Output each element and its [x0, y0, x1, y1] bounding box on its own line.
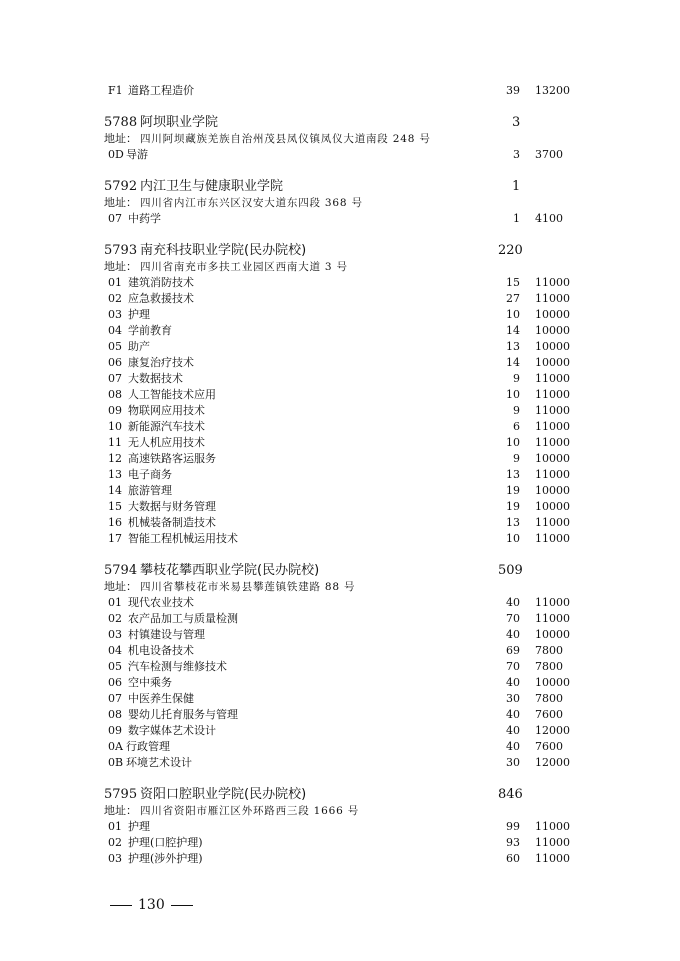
program-code: 07: [108, 212, 122, 225]
program-row: [0, 403, 680, 419]
program-code: 04: [108, 324, 122, 337]
program-code: 09: [108, 404, 122, 417]
program-code: 01: [108, 820, 122, 833]
program-code: 06: [108, 356, 122, 369]
school-name: 阿坝职业学院: [140, 115, 219, 130]
program-fee: 11000: [535, 612, 570, 625]
program-fee: 11000: [535, 820, 570, 833]
program-row: [0, 323, 680, 339]
program-fee: 10000: [535, 500, 570, 513]
program-fee: 11000: [535, 292, 570, 305]
program-count: 30: [506, 756, 520, 769]
program-name: 建筑消防技术: [128, 276, 194, 289]
program-name: 无人机应用技术: [128, 436, 205, 449]
program-count: 10: [506, 436, 520, 449]
school-address: [0, 259, 680, 275]
address-value: 四川阿坝藏族羌族自治州茂县凤仪镇凤仪大道南段 248 号: [140, 133, 431, 145]
address-value: 四川省南充市多扶工业园区西南大道 3 号: [140, 261, 348, 273]
program-count: 30: [506, 692, 520, 705]
program-count: 10: [506, 388, 520, 401]
footer-dash-left: [110, 905, 132, 906]
program-row: [0, 355, 680, 371]
program-count: 13: [506, 340, 520, 353]
program-code: F1: [108, 84, 123, 97]
program-row: [0, 531, 680, 547]
program-count: 40: [506, 740, 520, 753]
program-code: 0B: [108, 756, 124, 769]
program-count: 60: [506, 852, 520, 865]
program-count: 10: [506, 532, 520, 545]
school-name: 攀枝花攀西职业学院(民办院校): [140, 563, 320, 578]
program-fee: 10000: [535, 324, 570, 337]
program-name: 物联网应用技术: [128, 404, 205, 417]
program-code: 14: [108, 484, 122, 497]
program-code: 10: [108, 420, 122, 433]
program-count: 19: [506, 484, 520, 497]
program-count: 9: [513, 452, 520, 465]
program-name: 护理(涉外护理): [128, 852, 203, 865]
school-code: 5792: [104, 179, 138, 194]
program-count: 69: [506, 644, 520, 657]
program-code: 03: [108, 852, 122, 865]
program-name: 道路工程造价: [128, 84, 194, 97]
address-label: 地址：: [104, 196, 137, 209]
program-fee: 11000: [535, 388, 570, 401]
school-total: 509: [498, 563, 523, 578]
program-name: 机械装备制造技术: [128, 516, 216, 529]
program-count: 13: [506, 516, 520, 529]
program-fee: 10000: [535, 484, 570, 497]
program-count: 70: [506, 612, 520, 625]
program-code: 02: [108, 836, 122, 849]
program-name: 人工智能技术应用: [128, 388, 216, 401]
program-count: 14: [506, 356, 520, 369]
school-total: 220: [498, 243, 523, 258]
program-row: [0, 451, 680, 467]
program-row: [0, 211, 680, 227]
program-count: 13: [506, 468, 520, 481]
program-row: [0, 467, 680, 483]
program-code: 15: [108, 500, 122, 513]
program-count: 15: [506, 276, 520, 289]
program-fee: 12000: [535, 756, 570, 769]
program-fee: 10000: [535, 356, 570, 369]
program-row: [0, 371, 680, 387]
program-count: 93: [506, 836, 520, 849]
program-code: 02: [108, 612, 122, 625]
program-code: 08: [108, 708, 122, 721]
program-count: 99: [506, 820, 520, 833]
program-fee: 12000: [535, 724, 570, 737]
program-row: [0, 611, 680, 627]
program-fee: 11000: [535, 404, 570, 417]
footer-dash-right: [171, 905, 193, 906]
program-fee: 11000: [535, 468, 570, 481]
program-name: 汽车检测与维修技术: [128, 660, 227, 673]
program-fee: 10000: [535, 676, 570, 689]
program-code: 05: [108, 340, 122, 353]
program-fee: 11000: [535, 420, 570, 433]
program-count: 3: [513, 148, 520, 161]
school-name: 资阳口腔职业学院(民办院校): [140, 787, 307, 802]
program-count: 1: [513, 212, 520, 225]
program-name: 大数据技术: [128, 372, 183, 385]
program-name: 空中乘务: [128, 676, 172, 689]
program-code: 04: [108, 644, 122, 657]
program-row: [0, 659, 680, 675]
program-count: 19: [506, 500, 520, 513]
page-number: 130: [138, 897, 165, 913]
program-code: 07: [108, 692, 122, 705]
program-fee: 11000: [535, 596, 570, 609]
program-name: 数字媒体艺术设计: [128, 724, 216, 737]
program-name: 护理: [128, 820, 150, 833]
program-name: 中医养生保健: [128, 692, 194, 705]
program-count: 40: [506, 596, 520, 609]
program-fee: 11000: [535, 276, 570, 289]
program-name: 护理(口腔护理): [128, 836, 203, 849]
program-fee: 11000: [535, 532, 570, 545]
program-code: 03: [108, 308, 122, 321]
program-name: 旅游管理: [128, 484, 172, 497]
program-name: 大数据与财务管理: [128, 500, 216, 513]
program-code: 06: [108, 676, 122, 689]
program-row: [0, 387, 680, 403]
program-fee: 7600: [535, 740, 563, 753]
program-row: [0, 435, 680, 451]
program-row: [0, 307, 680, 323]
program-fee: 13200: [535, 84, 570, 97]
school-name: 内江卫生与健康职业学院: [140, 179, 284, 194]
program-name: 护理: [128, 308, 150, 321]
program-name: 现代农业技术: [128, 596, 194, 609]
program-row: [0, 707, 680, 723]
program-code: 08: [108, 388, 122, 401]
school-code: 5788: [104, 115, 138, 130]
program-row: [0, 851, 680, 867]
school-code: 5795: [104, 787, 138, 802]
program-name: 村镇建设与管理: [128, 628, 205, 641]
program-count: 40: [506, 628, 520, 641]
program-code: 11: [108, 436, 122, 449]
program-name: 高速铁路客运服务: [128, 452, 216, 465]
school-address: [0, 803, 680, 819]
program-name: 应急救援技术: [128, 292, 194, 305]
program-code: 16: [108, 516, 122, 529]
program-count: 40: [506, 676, 520, 689]
program-code: 07: [108, 372, 122, 385]
program-fee: 7800: [535, 660, 563, 673]
program-row: [0, 419, 680, 435]
address-label: 地址：: [104, 132, 137, 145]
program-code: 09: [108, 724, 122, 737]
page-footer: [104, 895, 199, 915]
program-fee: 11000: [535, 852, 570, 865]
program-fee: 10000: [535, 308, 570, 321]
program-name: 行政管理: [126, 740, 170, 753]
program-count: 39: [506, 84, 520, 97]
program-fee: 11000: [535, 836, 570, 849]
program-row: [0, 275, 680, 291]
program-name: 环境艺术设计: [126, 756, 192, 769]
program-name: 智能工程机械运用技术: [128, 532, 238, 545]
school-header: [0, 113, 680, 133]
program-row: [0, 339, 680, 355]
school-code: 5793: [104, 243, 138, 258]
program-fee: 7800: [535, 644, 563, 657]
program-count: 40: [506, 724, 520, 737]
address-value: 四川省资阳市雁江区外环路西三段 1666 号: [140, 805, 359, 817]
program-row: [0, 291, 680, 307]
program-count: 10: [506, 308, 520, 321]
program-count: 27: [506, 292, 520, 305]
school-code: 5794: [104, 563, 138, 578]
school-address: [0, 131, 680, 147]
program-code: 01: [108, 276, 122, 289]
program-code: 01: [108, 596, 122, 609]
program-row: [0, 755, 680, 771]
school-header: [0, 177, 680, 197]
program-row: [0, 691, 680, 707]
program-fee: 7800: [535, 692, 563, 705]
program-code: 05: [108, 660, 122, 673]
program-fee: 3700: [535, 148, 563, 161]
program-name: 机电设备技术: [128, 644, 194, 657]
program-code: 0A: [108, 740, 123, 753]
address-label: 地址：: [104, 804, 137, 817]
school-address: [0, 195, 680, 211]
program-fee: 11000: [535, 436, 570, 449]
program-name: 婴幼儿托育服务与管理: [128, 708, 238, 721]
program-code: 13: [108, 468, 122, 481]
school-name: 南充科技职业学院(民办院校): [140, 243, 307, 258]
program-row: [0, 147, 680, 163]
address-label: 地址：: [104, 580, 137, 593]
school-header: [0, 241, 680, 261]
program-name: 农产品加工与质量检测: [128, 612, 238, 625]
program-name: 中药学: [128, 212, 161, 225]
program-fee: 11000: [535, 516, 570, 529]
school-header: [0, 561, 680, 581]
program-row: [0, 515, 680, 531]
program-row: [0, 627, 680, 643]
program-row: [0, 483, 680, 499]
program-row: [0, 739, 680, 755]
program-name: 学前教育: [128, 324, 172, 337]
program-code: 12: [108, 452, 122, 465]
program-row: [0, 675, 680, 691]
program-name: 电子商务: [128, 468, 172, 481]
program-fee: 4100: [535, 212, 563, 225]
program-row: [0, 83, 680, 99]
program-code: 17: [108, 532, 122, 545]
school-header: [0, 785, 680, 805]
program-count: 9: [513, 404, 520, 417]
program-count: 14: [506, 324, 520, 337]
program-count: 6: [513, 420, 520, 433]
address-label: 地址：: [104, 260, 137, 273]
school-total: 1: [512, 179, 521, 194]
program-count: 40: [506, 708, 520, 721]
address-value: 四川省攀枝花市米易县攀莲镇铁建路 88 号: [140, 581, 356, 593]
program-name: 助产: [128, 340, 150, 353]
program-row: [0, 595, 680, 611]
program-fee: 10000: [535, 340, 570, 353]
program-name: 新能源汽车技术: [128, 420, 205, 433]
program-count: 9: [513, 372, 520, 385]
program-code: 0D: [108, 148, 124, 161]
program-row: [0, 499, 680, 515]
program-fee: 11000: [535, 372, 570, 385]
program-row: [0, 819, 680, 835]
program-code: 03: [108, 628, 122, 641]
program-code: 02: [108, 292, 122, 305]
program-fee: 10000: [535, 628, 570, 641]
school-total: 3: [512, 115, 521, 130]
program-fee: 10000: [535, 452, 570, 465]
school-total: 846: [498, 787, 523, 802]
program-row: [0, 723, 680, 739]
program-row: [0, 835, 680, 851]
school-address: [0, 579, 680, 595]
program-fee: 7600: [535, 708, 563, 721]
program-name: 康复治疗技术: [128, 356, 194, 369]
program-name: 导游: [126, 148, 148, 161]
program-count: 70: [506, 660, 520, 673]
address-value: 四川省内江市东兴区汉安大道东四段 368 号: [140, 197, 363, 209]
program-row: [0, 643, 680, 659]
